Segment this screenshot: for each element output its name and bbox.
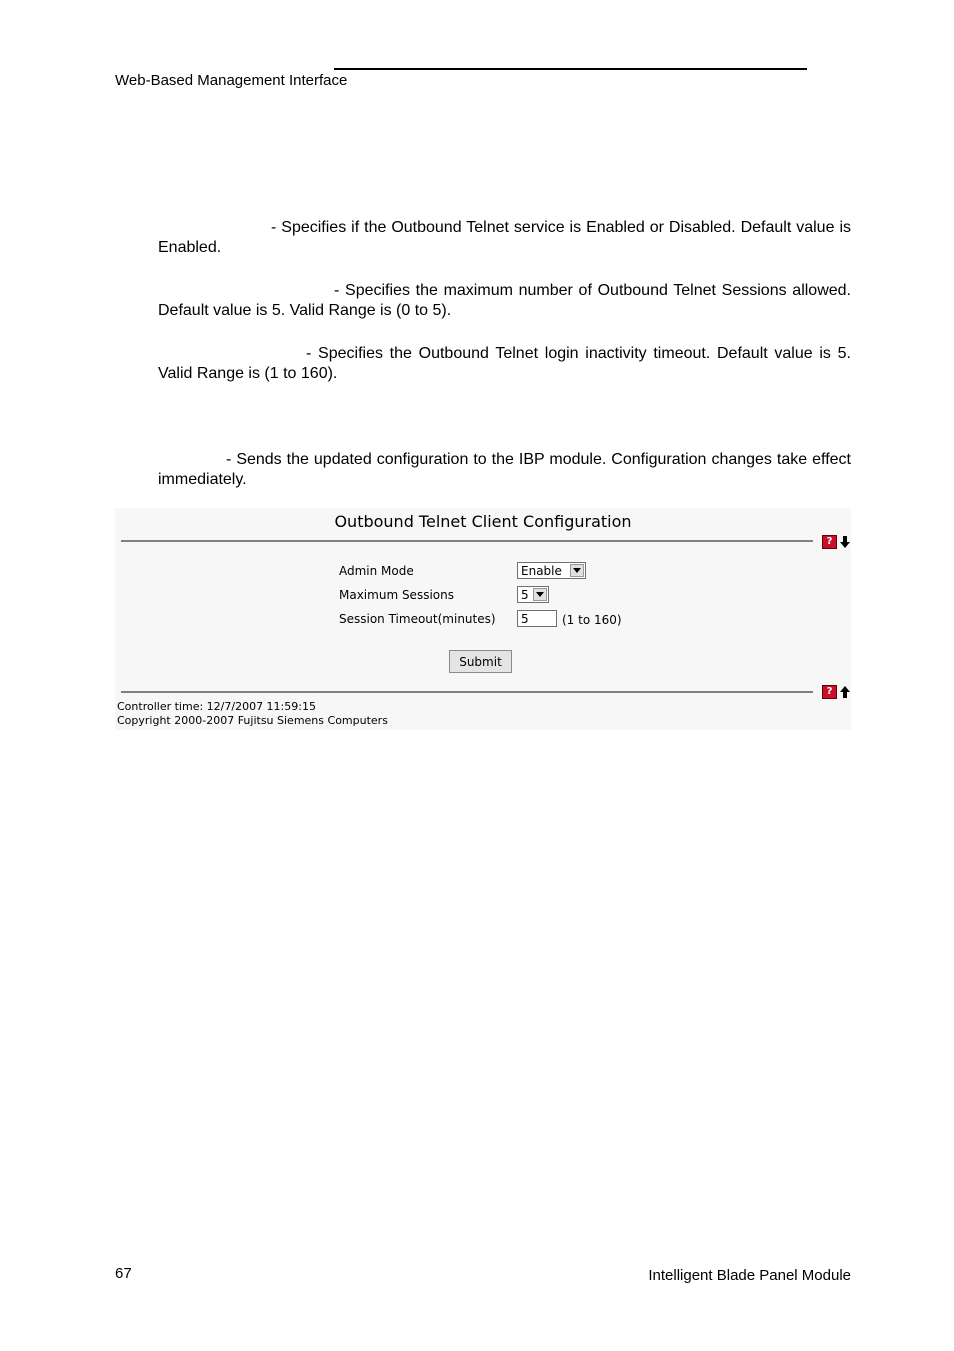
max-sessions-label: Maximum Sessions [339,588,454,602]
page-number: 67 [115,1265,132,1282]
panel-title: Outbound Telnet Client Configuration [334,512,632,531]
paragraph-session-timeout: - Specifies the Outbound Telnet login inactivity timeout. Default value is 5. Valid Range is (1 to 160). [158,345,851,382]
paragraph-submit: - Sends the updated configuration to the IBP module. Configuration changes take effect immediately. [158,451,851,488]
admin-mode-value: Enable [521,563,562,578]
max-sessions-value: 5 [521,587,529,602]
paragraph-admin-mode: - Specifies if the Outbound Telnet service is Enabled or Disabled. Default value is Enabled. [158,219,851,256]
arrow-up-icon[interactable] [839,686,851,698]
paragraph-max-sessions: - Specifies the maximum number of Outbound Telnet Sessions allowed. Default value is 5. Valid Range is (0 to 5). [158,282,851,319]
chevron-down-icon[interactable] [533,588,547,601]
admin-mode-select[interactable] [517,562,586,579]
config-panel [115,508,851,730]
controller-time: Controller time: 12/7/2007 11:59:15 [117,700,316,713]
bottom-icons [822,685,851,699]
session-timeout-input[interactable] [517,610,557,627]
top-divider [121,540,813,542]
max-sessions-select[interactable] [517,586,549,603]
copyright: Copyright 2000-2007 Fujitsu Siemens Computers [117,714,388,727]
top-icons [822,535,851,549]
help-icon[interactable]: ? [822,685,837,699]
admin-mode-label: Admin Mode [339,564,414,578]
header-title: Web-Based Management Interface [115,72,348,89]
header-rule [334,68,807,70]
submit-button[interactable]: Submit [449,650,512,673]
session-timeout-label: Session Timeout(minutes) [339,612,496,626]
session-timeout-range: (1 to 160) [562,613,622,627]
arrow-down-icon[interactable] [839,536,851,548]
chevron-down-icon[interactable] [570,564,584,577]
footer-title: Intelligent Blade Panel Module [648,1267,851,1284]
bottom-divider [121,691,813,693]
help-icon[interactable]: ? [822,535,837,549]
